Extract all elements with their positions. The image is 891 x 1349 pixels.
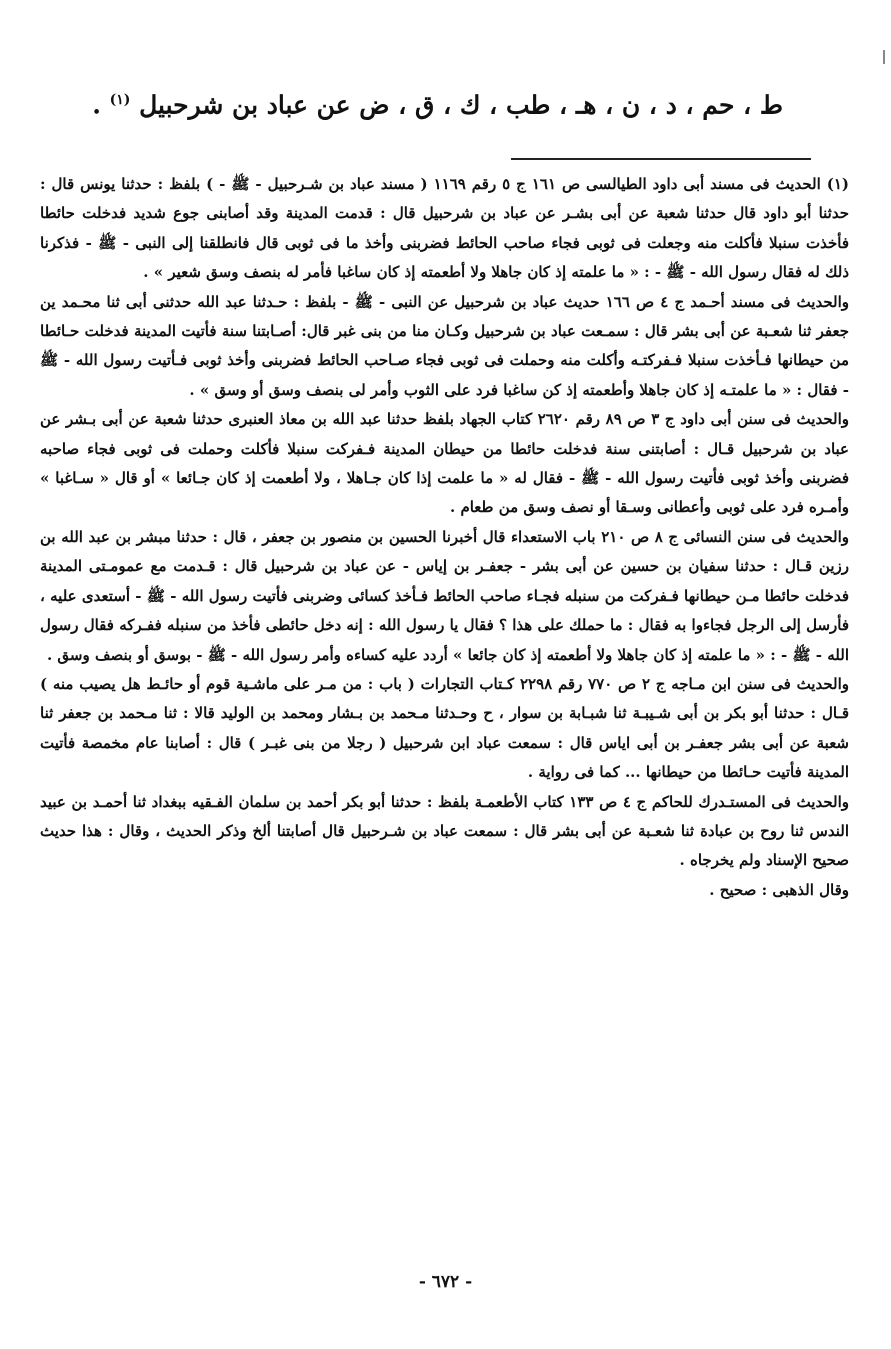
heading-end: . xyxy=(92,90,101,120)
footnote-reference: (١) xyxy=(109,92,131,108)
footnotes-section xyxy=(40,170,849,905)
hadith-sources-heading xyxy=(83,78,783,127)
margin-mark xyxy=(883,50,885,64)
footnote-paragraph-1: (١) الحديث فى مسند أبى داود الطيالسى ص ١٦١ ج ٥ رقم ١١٦٩ ( مسند عباد بن شـرحبيل - ﷺ - ) بلفظ : حدثنا يونس قال : حدثنا أبو داود قال حدثنا شعبة عن أبى بشـر عن عباد بن شرحبيل قال : قدمت المدينة وقد أصابنى جوع شديد فدخلت حائطا فأخذت سنبلا فأكلت منه وجعلت فى ثوبى فجاء صاحب الحائط فضربنى وأخذ ما فى ثوبى قال فانطلقنا إلى النبى - ﷺ - فذكرنا ذلك له فقال رسول الله - ﷺ - : « ما علمته إذ كان جاهلا ولا أطعمته إذ كان ساغبا فأمر له بنصف وسق شعير » . xyxy=(40,175,849,282)
footnote-paragraph-3: والحديث فى سنن أبى داود ج ٣ ص ٨٩ رقم ٢٦٢٠ كتاب الجهاد بلفظ حدثنا عبد الله بن معاذ العنبرى حدثنا شعبة عن أبى بـشر عن عباد بن شرحبيل قـال : أصابتنى سنة فدخلت حائطا من حيطان المدينة فـفركت سنبلا فأكلت وحملت فى ثوبى فجاء صاحبه فضربنى وأخذ ثوبى فأتيت رسول الله - ﷺ - فقال له « ما علمت إذا كان جـاهلا ، ولا أطعمت إذ كان جـائعا » أو قال « سـاغبا » وأمـره فرد على ثوبى وأعطانى وسـقا أو نصف وسق من طعام . xyxy=(40,410,849,517)
footnote-separator xyxy=(511,158,811,160)
footnote-paragraph-7: وقال الذهبى : صحيح . xyxy=(709,880,849,899)
footnote-paragraph-2: والحديث فى مسند أحـمد ج ٤ ص ١٦٦ حديث عباد بن شرحبيل عن النبى - ﷺ - بلفظ : حـدثنا عبد الله حدثنى أبى ثنا محـمد ين جعفر ثنا شعـبة عن أبى بشر قال : سمـعت عباد بن شرحبيل وكـان منا من بنى غبر قال: أصـابتنا سنة فأتيت المدينة فدخلت حـائطا من حيطانها فـأخذت سنبلا فـفركتـه وأكلت منه وحملت فى ثوبى فجاء صـاحب الحائط فضربنى وأخذ ثوبى فـأتيت رسول الله - ﷺ - فقال : « ما علمتـه إذ كان جاهلا وأطعمته إذ كن ساغبا فرد على الثوب وأمر لى بنصف وسق أو وسق » . xyxy=(40,292,849,399)
footnote-paragraph-5: والحديث فى سنن ابن مـاجه ج ٢ ص ٧٧٠ رقم ٢٢٩٨ كـتاب التجارات ( باب : من مـر على ماشـية قوم أو حائـط هل يصيب منه ) قـال : حدثنا أبو بكر بن أبى شـيبـة ثنا شبـابة بن سوار ، ح وحـدثنا مـحمد بن بـشار ومحمد بن الوليد قالا : ثنا مـحمد بن جعفر ثنا شعبة عن أبى بشر جعفـر بن أبى اياس قال : سمعت عباد ابن شرحبيل ( رجلا من بنى غبـر ) قال : أصابنا عام مخمصة فأتيت المدينة فأتيت حـائطا من حيطانها ... كما فى رواية . xyxy=(40,674,850,782)
page-number: - ٦٧٢ - xyxy=(418,1272,473,1292)
footnote-paragraph-4: والحديث فى سنن النسائى ج ٨ ص ٢١٠ باب الاستعداء قال أخبرنا الحسين بن منصور بن جعفر ، قال : حدثنا مبشر بن عبد الله بن رزين قـال : حدثنا سفيان بن حسين عن أبى بشر - جعفـر بن إياس - عن عباد بن شرحبيل قال : قـدمت مع عمومـتى المدينة فدخلت حائطا مـن حيطانها فـفركت من سنبله فجـاء صاحب الحائط فـأخذ كسائى وضربنى فأتيت رسول الله - ﷺ - أستعدى عليه ، فأرسل إلى الرجل فجاءوا به فقال : ما حملك على هذا ؟ فقال يا رسول الله : إنه دخل حائطى فأخذ من سنبله ففـركه فقال رسول الله - ﷺ - : « ما علمته إذ كان جاهلا ولا أطعمته إذ كان جائعا » أردد عليه كساءه وأمر رسول الله - ﷺ - بوسق أو بنصف وسق . xyxy=(40,527,849,664)
heading-text: ط ، حم ، د ، ن ، هـ ، طب ، ك ، ق ، ض عن عباد بن شرحبيل xyxy=(139,90,783,120)
footnote-paragraph-6: والحديث فى المستـدرك للحاكم ج ٤ ص ١٣٣ كتاب الأطعمـة بلفظ : حدثنا أبو بكر أحمد بن سلمان الفـقيه ببغداد ثنا أحمـد بن عبيد الندس ثنا روح بن عبادة ثنا شعـبة عن أبى بشر قال : سمعت عباد بن شـرحبيل قال أصابتنا ألخ وذكر الحديث ، وقال : هذا حديث صحيح الإسناد ولم يخرجاه . xyxy=(40,792,849,870)
